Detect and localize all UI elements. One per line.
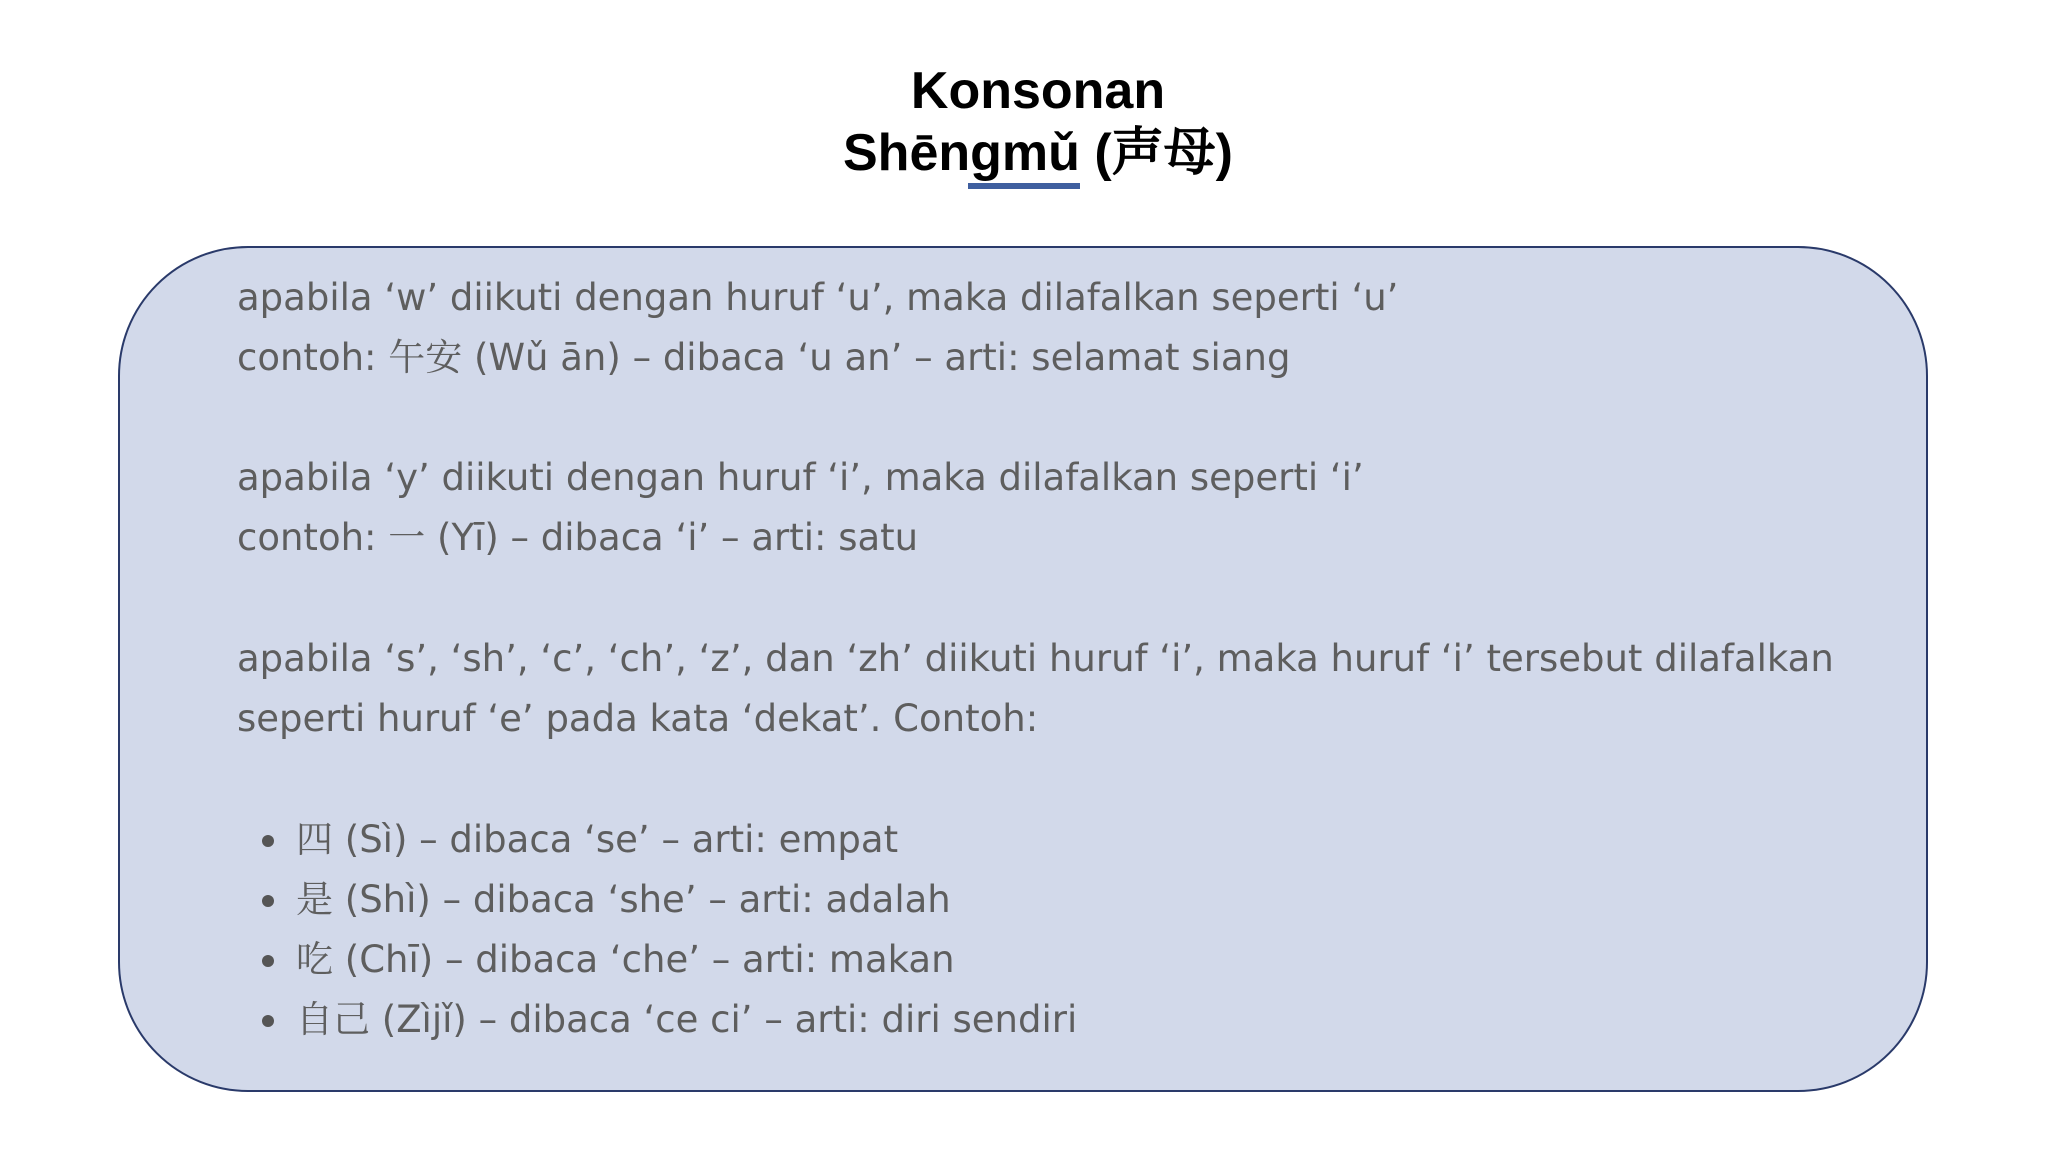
list-item-text: 吃 (Chī) – dibaca ‘che’ – arti: makan [296, 938, 955, 981]
bullet-icon [262, 1015, 274, 1027]
example-w-text: contoh: 午安 (Wǔ ān) – dibaca ‘u an’ – arti: selamat siang [237, 336, 1291, 379]
rule-w-text: apabila ‘w’ diikuti dengan huruf ‘u’, maka dilafalkan seperti ‘u’ [237, 276, 1399, 319]
bullet-icon [262, 955, 274, 967]
title-underline [968, 183, 1080, 189]
list-item-text: 自己 (Zìjǐ) – dibaca ‘ce ci’ – arti: diri sendiri [296, 998, 1078, 1041]
list-item-text: 四 (Sì) – dibaca ‘se’ – arti: empat [296, 818, 899, 861]
slide-title [0, 60, 2048, 184]
rule-sibilant-text-line-2: seperti huruf ‘e’ pada kata ‘dekat’. Contoh: [237, 697, 1039, 740]
title-line-2: Shēngmǔ (声母) [843, 124, 1233, 182]
example-y-text: contoh: 一 (Yī) – dibaca ‘i’ – arti: satu [237, 516, 919, 559]
rule-y-text: apabila ‘y’ diikuti dengan huruf ‘i’, maka dilafalkan seperti ‘i’ [237, 456, 1364, 499]
bullet-icon [262, 835, 274, 847]
title-line-1: Konsonan [910, 62, 1166, 120]
list-item-text: 是 (Shì) – dibaca ‘she’ – arti: adalah [296, 878, 951, 921]
rule-sibilant-text-line-1: apabila ‘s’, ‘sh’, ‘c’, ‘ch’, ‘z’, dan ‘zh’ diikuti huruf ‘i’, maka huruf ‘i’ tersebut dilafalkan [237, 637, 1834, 680]
bullet-icon [262, 895, 274, 907]
